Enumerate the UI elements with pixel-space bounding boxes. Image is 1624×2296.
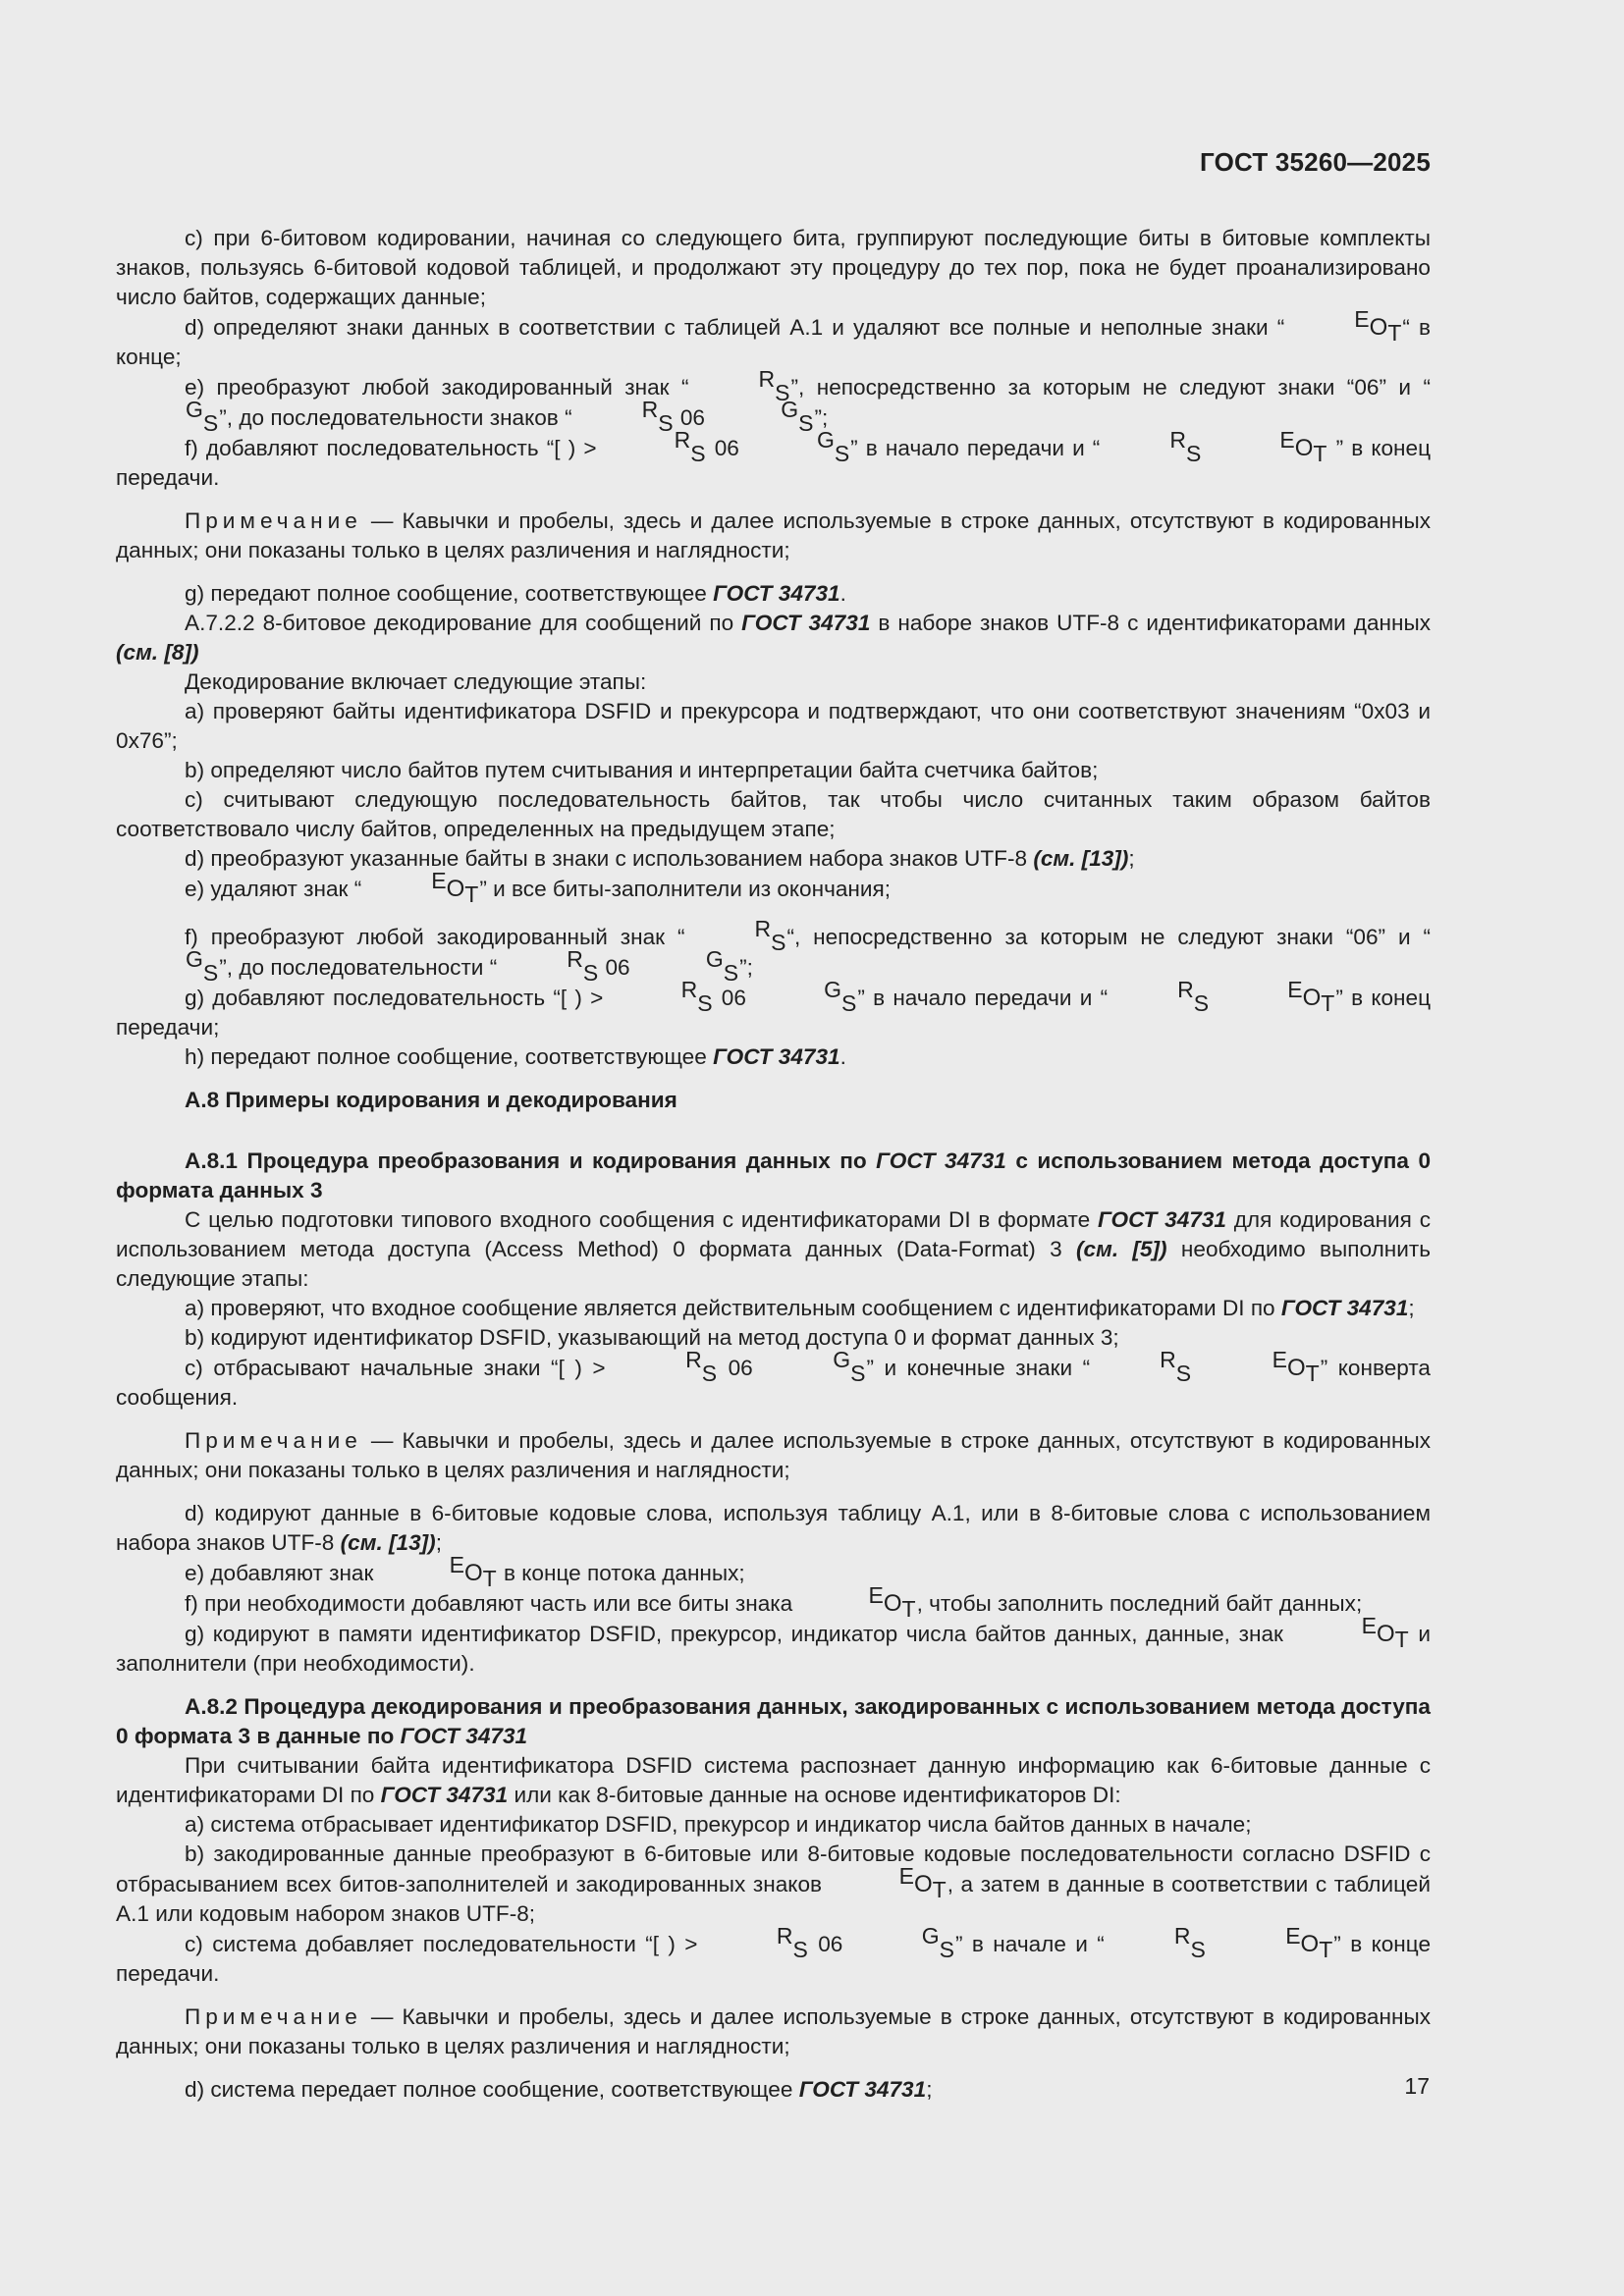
reference-text: ГОСТ 34731 xyxy=(400,1724,528,1748)
text-run: С целью подготовки типового входного сообщения с идентификаторами DI в формате xyxy=(185,1207,1098,1232)
paragraph xyxy=(116,756,1431,785)
paragraph xyxy=(116,1426,1431,1485)
control-char-letter: S xyxy=(792,1937,808,1962)
control-char-symbol xyxy=(117,397,219,436)
text-run: ” и все биты-заполнители из окончания; xyxy=(479,877,892,901)
text-run: ” в конце передачи. xyxy=(116,1932,1432,1986)
text-run: , чтобы заполнить последний байт данных; xyxy=(916,1591,1363,1616)
control-char-letter: E xyxy=(1279,427,1295,453)
control-char-symbol xyxy=(853,1923,954,1962)
control-char-letter: S xyxy=(1193,990,1210,1016)
text-run: ” в начало передачи и “ xyxy=(857,986,1109,1010)
text-run: c) система добавляет последовательности “[ ) > xyxy=(185,1932,707,1956)
standard-number-header: ГОСТ 35260—2025 xyxy=(1200,147,1431,177)
control-char-letter: S xyxy=(850,1361,866,1386)
reference-text: ГОСТ 34731 xyxy=(713,581,840,606)
control-char-letter: S xyxy=(690,441,706,466)
control-char-letter: S xyxy=(834,441,850,466)
control-char-letter: T xyxy=(1321,990,1335,1016)
text-run: c) отбрасывают начальные знаки “[ ) > xyxy=(185,1356,617,1380)
text-run: ”; xyxy=(814,405,829,430)
text-run: c) считывают следующую последовательность байтов, так чтобы число считанных таким образом байтов соответствовало числу байтов, определенных на предыдущем этапе; xyxy=(116,787,1431,841)
paragraph xyxy=(116,1692,1431,1751)
control-char-symbol xyxy=(712,397,814,436)
control-char-symbol xyxy=(1204,1347,1320,1386)
paragraph xyxy=(116,1205,1431,1294)
paragraph xyxy=(116,366,1432,436)
control-char-letter: G xyxy=(186,397,203,422)
control-char-letter: O xyxy=(1376,1621,1395,1647)
reference-text: ГОСТ 34731 xyxy=(798,2077,927,2102)
control-char-letter: S xyxy=(775,380,790,405)
control-char-letter: G xyxy=(816,427,835,453)
control-char-letter: G xyxy=(824,977,842,1002)
control-char-letter: E xyxy=(431,868,447,893)
paragraph xyxy=(116,579,1431,609)
text-run: ” в начало передачи и “ xyxy=(850,436,1101,460)
text-run: 06 xyxy=(599,955,636,980)
control-char-symbol xyxy=(613,977,713,1016)
paragraph xyxy=(116,609,1431,667)
text-run: ; xyxy=(435,1530,442,1555)
text-run: А.8 Примеры кодирования и декодирования xyxy=(185,1088,677,1112)
control-char-symbol xyxy=(573,397,674,436)
paragraph xyxy=(116,1086,1431,1115)
control-char-letter: G xyxy=(833,1347,851,1372)
control-char-letter: E xyxy=(868,1582,884,1608)
control-char-letter: S xyxy=(798,410,814,436)
reference-text: ГОСТ 34731 xyxy=(876,1148,1006,1173)
paragraph xyxy=(116,1751,1431,1810)
text-run xyxy=(1207,1932,1216,1956)
control-char-symbol xyxy=(606,427,706,466)
text-run xyxy=(1192,1356,1203,1380)
control-char-letter: R xyxy=(776,1923,793,1949)
text-run: d) определяют знаки данных в соответствии с таблицей А.1 и удаляют все полные и неполные знаки “ xyxy=(185,315,1285,340)
reference-text: ГОСТ 34731 xyxy=(741,611,871,635)
text-run: g) передают полное сообщение, соответствующее xyxy=(185,581,714,606)
paragraph xyxy=(116,1147,1431,1205)
control-char-letter: O xyxy=(464,1560,483,1586)
reference-text: ГОСТ 34731 xyxy=(380,1783,509,1807)
control-char-letter: R xyxy=(1169,427,1186,453)
note-label: Примечание xyxy=(185,508,362,533)
text-run: b) определяют число байтов путем считывания и интерпретации байта счетчика байтов; xyxy=(185,758,1099,782)
text-run: b) закодированные данные преобразуют в 6-битовые или 8-битовые кодовые последовательности согласно DSFID с отбрасыванием всех битов-заполнителей и закодированных знаков xyxy=(116,1842,1431,1896)
paragraph xyxy=(116,1042,1431,1072)
control-char-letter: O xyxy=(883,1590,902,1617)
control-char-letter: R xyxy=(1177,977,1194,1002)
control-char-letter: O xyxy=(1294,435,1314,461)
text-run: b) кодируют идентификатор DSFID, указывающий на метод доступа 0 и формат данных 3; xyxy=(185,1325,1119,1350)
control-char-symbol xyxy=(708,1923,808,1962)
control-char-symbol xyxy=(1106,1923,1206,1962)
paragraph xyxy=(116,916,1431,986)
text-run: e) добавляют знак xyxy=(185,1561,380,1585)
control-char-letter: O xyxy=(1287,1355,1306,1381)
control-char-letter: S xyxy=(1190,1937,1206,1962)
control-char-letter: T xyxy=(932,1877,947,1902)
control-char-letter: R xyxy=(754,916,772,941)
paragraph xyxy=(116,1840,1431,1929)
control-char-letter: O xyxy=(1302,985,1322,1011)
control-char-letter: E xyxy=(1285,1923,1301,1949)
text-run: или как 8-битовые данные на основе идентификаторов DI: xyxy=(508,1783,1121,1807)
control-char-symbol xyxy=(764,1347,866,1386)
control-char-letter: E xyxy=(898,1863,914,1889)
reference-text: ГОСТ 34731 xyxy=(713,1044,840,1069)
text-run: 06 xyxy=(706,436,747,460)
control-char-letter: E xyxy=(1287,977,1303,1002)
control-char-letter: R xyxy=(641,397,659,422)
text-run: 06 xyxy=(674,405,712,430)
control-char-letter: S xyxy=(582,960,599,986)
control-char-symbol xyxy=(362,868,479,907)
control-char-letter: S xyxy=(202,410,219,436)
paragraph xyxy=(116,1582,1431,1622)
text-run: f) преобразуют любой закодированный знак “ xyxy=(185,925,685,949)
control-char-letter: S xyxy=(939,1937,954,1962)
control-char-letter: O xyxy=(913,1871,933,1897)
reference-text: (см. [5]) xyxy=(1076,1237,1167,1261)
control-char-letter: S xyxy=(1175,1361,1192,1386)
control-char-symbol xyxy=(498,946,599,986)
control-char-letter: R xyxy=(674,427,691,453)
reference-text: ГОСТ 34731 xyxy=(1097,1207,1226,1232)
text-run: При считывании байта идентификатора DSFID система распознает данную информацию как 6-битовые данные с идентификаторами DI по xyxy=(116,1753,1431,1807)
control-char-symbol xyxy=(1218,977,1335,1016)
text-run: c) при 6-битовом кодировании, начиная со следующего бита, группируют последующие биты в битовые комплекты знаков, пользуясь 6-битовой кодовой таблицей, и продолжают эту процедуру до тех пор, пока не будет проанализировано число байтов, содержащих данные; xyxy=(116,226,1431,309)
paragraph xyxy=(116,785,1431,844)
text-run: e) удаляют знак “ xyxy=(185,877,362,901)
text-run: в наборе знаков UTF-8 с идентификаторами данных xyxy=(870,611,1431,635)
control-char-letter: S xyxy=(723,960,739,986)
text-run: А.7.2.2 8-битовое декодирование для сообщений по xyxy=(185,611,742,635)
control-char-letter: S xyxy=(697,990,713,1016)
reference-text: (см. [13]) xyxy=(340,1530,436,1555)
paragraph xyxy=(116,1347,1431,1413)
control-char-symbol xyxy=(800,1582,916,1622)
control-char-symbol xyxy=(686,916,786,955)
control-char-letter: G xyxy=(921,1923,940,1949)
text-run xyxy=(1202,436,1210,460)
text-run: ”, до последовательности “ xyxy=(219,955,498,980)
control-char-letter: T xyxy=(1387,320,1402,346)
control-char-letter: E xyxy=(1361,1613,1377,1638)
reference-text: (см. [8]) xyxy=(116,640,199,665)
text-run: ”; xyxy=(739,955,753,980)
control-char-letter: O xyxy=(446,876,465,902)
control-char-symbol xyxy=(117,946,219,986)
paragraph xyxy=(116,1923,1432,1989)
control-char-letter: O xyxy=(1369,314,1388,341)
paragraph xyxy=(116,844,1431,874)
paragraph xyxy=(116,697,1431,756)
text-run: — Кавычки и пробелы, здесь и далее используемые в строке данных, отсутствуют в кодированных данных; они показаны только в целях различения и наглядности; xyxy=(116,508,1431,562)
text-run: ” в начале и “ xyxy=(955,1932,1105,1956)
control-char-letter: T xyxy=(1394,1627,1409,1652)
control-char-letter: E xyxy=(1354,306,1370,332)
control-char-letter: S xyxy=(1185,441,1202,466)
paragraph xyxy=(116,2002,1431,2061)
text-run: ”, до последовательности знаков “ xyxy=(219,405,572,430)
text-run: a) проверяют байты идентификатора DSFID и прекурсора и подтверждают, что они соответствуют значениям “0x03 и 0x76”; xyxy=(116,699,1431,753)
control-char-letter: G xyxy=(781,397,799,422)
paragraph xyxy=(116,667,1431,697)
paragraph xyxy=(116,1294,1431,1323)
reference-text: ГОСТ 34731 xyxy=(1280,1296,1409,1320)
control-char-letter: R xyxy=(1173,1923,1191,1949)
text-run: h) передают полное сообщение, соответствующее xyxy=(185,1044,714,1069)
paragraph xyxy=(116,1499,1431,1558)
control-char-letter: R xyxy=(685,1347,702,1372)
text-run: — Кавычки и пробелы, здесь и далее используемые в строке данных, отсутствуют в кодированных данных; они показаны только в целях различения и наглядности; xyxy=(116,1428,1431,1482)
text-run: , а затем в данные в соответствии с таблицей А.1 или кодовым набором знаков UTF-8; xyxy=(116,1872,1431,1926)
text-run: 06 xyxy=(808,1932,852,1956)
control-char-symbol xyxy=(381,1552,497,1591)
control-char-symbol xyxy=(617,1347,718,1386)
control-char-letter: R xyxy=(758,366,776,392)
control-char-letter: T xyxy=(1305,1361,1320,1386)
paragraph xyxy=(116,306,1431,372)
control-char-letter: T xyxy=(464,881,479,907)
control-char-symbol xyxy=(690,366,790,405)
text-run: — Кавычки и пробелы, здесь и далее используемые в строке данных, отсутствуют в кодированных данных; они показаны только в целях различения и наглядности; xyxy=(116,2004,1431,2058)
control-char-letter: T xyxy=(1319,1937,1333,1962)
control-char-symbol xyxy=(1293,1613,1409,1652)
control-char-letter: O xyxy=(1300,1931,1320,1957)
text-run: ” в конец передачи; xyxy=(116,986,1432,1040)
note-label: Примечание xyxy=(185,2004,362,2029)
control-char-symbol xyxy=(1211,427,1327,466)
text-run: g) кодируют в памяти идентификатор DSFID, прекурсор, индикатор числа байтов данных, данные, знак xyxy=(185,1622,1292,1646)
text-run: А.8.2 Процедура декодирования и преобразования данных, закодированных с использованием метода доступа 0 формата 3 в данные по xyxy=(116,1694,1431,1748)
control-char-symbol xyxy=(748,427,850,466)
control-char-letter: S xyxy=(841,990,857,1016)
control-char-letter: T xyxy=(482,1566,497,1591)
text-run: a) проверяют, что входное сообщение является действительным сообщением с идентификаторами DI по xyxy=(185,1296,1281,1320)
text-run: “ в конце; xyxy=(116,315,1431,369)
control-char-letter: S xyxy=(701,1361,718,1386)
text-run: ” и конечные знаки “ xyxy=(866,1356,1091,1380)
control-char-letter: G xyxy=(186,946,203,972)
text-run: ; xyxy=(926,2077,933,2102)
text-run: ; xyxy=(1128,846,1135,871)
text-run: Декодирование включает следующие этапы: xyxy=(185,669,647,694)
control-char-letter: R xyxy=(680,977,698,1002)
control-char-symbol xyxy=(1217,1923,1333,1962)
text-run xyxy=(1210,986,1218,1010)
text-run: ” конверта сообщения. xyxy=(116,1356,1431,1410)
control-char-letter: S xyxy=(658,410,674,436)
text-run: ” в конец передачи. xyxy=(116,436,1432,490)
page-number: 17 xyxy=(1404,2073,1430,2099)
control-char-symbol xyxy=(1091,1347,1192,1386)
control-char-letter: E xyxy=(449,1552,464,1577)
control-char-symbol xyxy=(1101,427,1202,466)
control-char-symbol xyxy=(755,977,857,1016)
text-run: . xyxy=(839,581,846,606)
control-char-letter: S xyxy=(771,930,786,955)
text-run: d) система передает полное сообщение, соответствующее xyxy=(185,2077,799,2102)
text-run: f) добавляют последовательность “[ ) > xyxy=(185,436,605,460)
control-char-symbol xyxy=(1285,306,1402,346)
control-char-letter: R xyxy=(1160,1347,1176,1372)
text-run: А.8.1 Процедура преобразования и кодирования данных по xyxy=(185,1148,877,1173)
text-run: g) добавляют последовательность “[ ) > xyxy=(185,986,612,1010)
control-char-letter: S xyxy=(202,960,219,986)
text-run: “, непосредственно за которым не следуют знаки “06” и “ xyxy=(786,925,1431,949)
text-run: e) преобразуют любой закодированный знак “ xyxy=(185,375,689,400)
reference-text: (см. [13]) xyxy=(1033,846,1129,871)
text-run: a) система отбрасывает идентификатор DSFID, прекурсор и индикатор числа байтов данных в начале; xyxy=(185,1812,1252,1837)
paragraph xyxy=(116,1810,1431,1840)
paragraph xyxy=(116,1552,1431,1591)
paragraph xyxy=(116,2075,1431,2105)
text-run: d) преобразуют указанные байты в знаки с использованием набора знаков UTF-8 xyxy=(185,846,1034,871)
paragraph xyxy=(116,507,1431,565)
paragraph xyxy=(116,868,1431,907)
control-char-letter: G xyxy=(705,946,724,972)
paragraph xyxy=(116,224,1431,312)
paragraph xyxy=(116,427,1432,493)
control-char-letter: T xyxy=(1313,441,1327,466)
text-run: 06 xyxy=(718,1356,764,1380)
control-char-letter: E xyxy=(1272,1347,1287,1372)
document-body xyxy=(116,224,1431,2105)
text-run: с использованием метода доступа 0 формата данных 3 xyxy=(116,1148,1432,1202)
text-run: для кодирования с использованием метода доступа (Access Method) 0 формата данных (Data-Format) 3 xyxy=(116,1207,1431,1261)
text-run: необходимо выполнить следующие этапы: xyxy=(116,1237,1431,1291)
note-label: Примечание xyxy=(185,1428,362,1453)
text-run: и заполнители (при необходимости). xyxy=(116,1622,1432,1676)
paragraph xyxy=(116,1323,1431,1353)
text-run: f) при необходимости добавляют часть или все биты знака xyxy=(185,1591,799,1616)
control-char-letter: T xyxy=(901,1596,916,1622)
text-run: d) кодируют данные в 6-битовые кодовые слова, используя таблицу А.1, или в 8-битовые слова с использованием набора знаков UTF-8 xyxy=(116,1501,1431,1555)
control-char-letter: R xyxy=(567,946,583,972)
text-run: в конце потока данных; xyxy=(497,1561,745,1585)
control-char-symbol xyxy=(831,1863,947,1902)
control-char-symbol xyxy=(1109,977,1210,1016)
paragraph xyxy=(116,977,1432,1042)
paragraph xyxy=(116,1613,1432,1679)
text-run: ”, непосредственно за которым не следуют знаки “06” и “ xyxy=(790,375,1432,400)
text-run: . xyxy=(839,1044,846,1069)
text-run: ; xyxy=(1408,1296,1415,1320)
text-run: 06 xyxy=(713,986,755,1010)
